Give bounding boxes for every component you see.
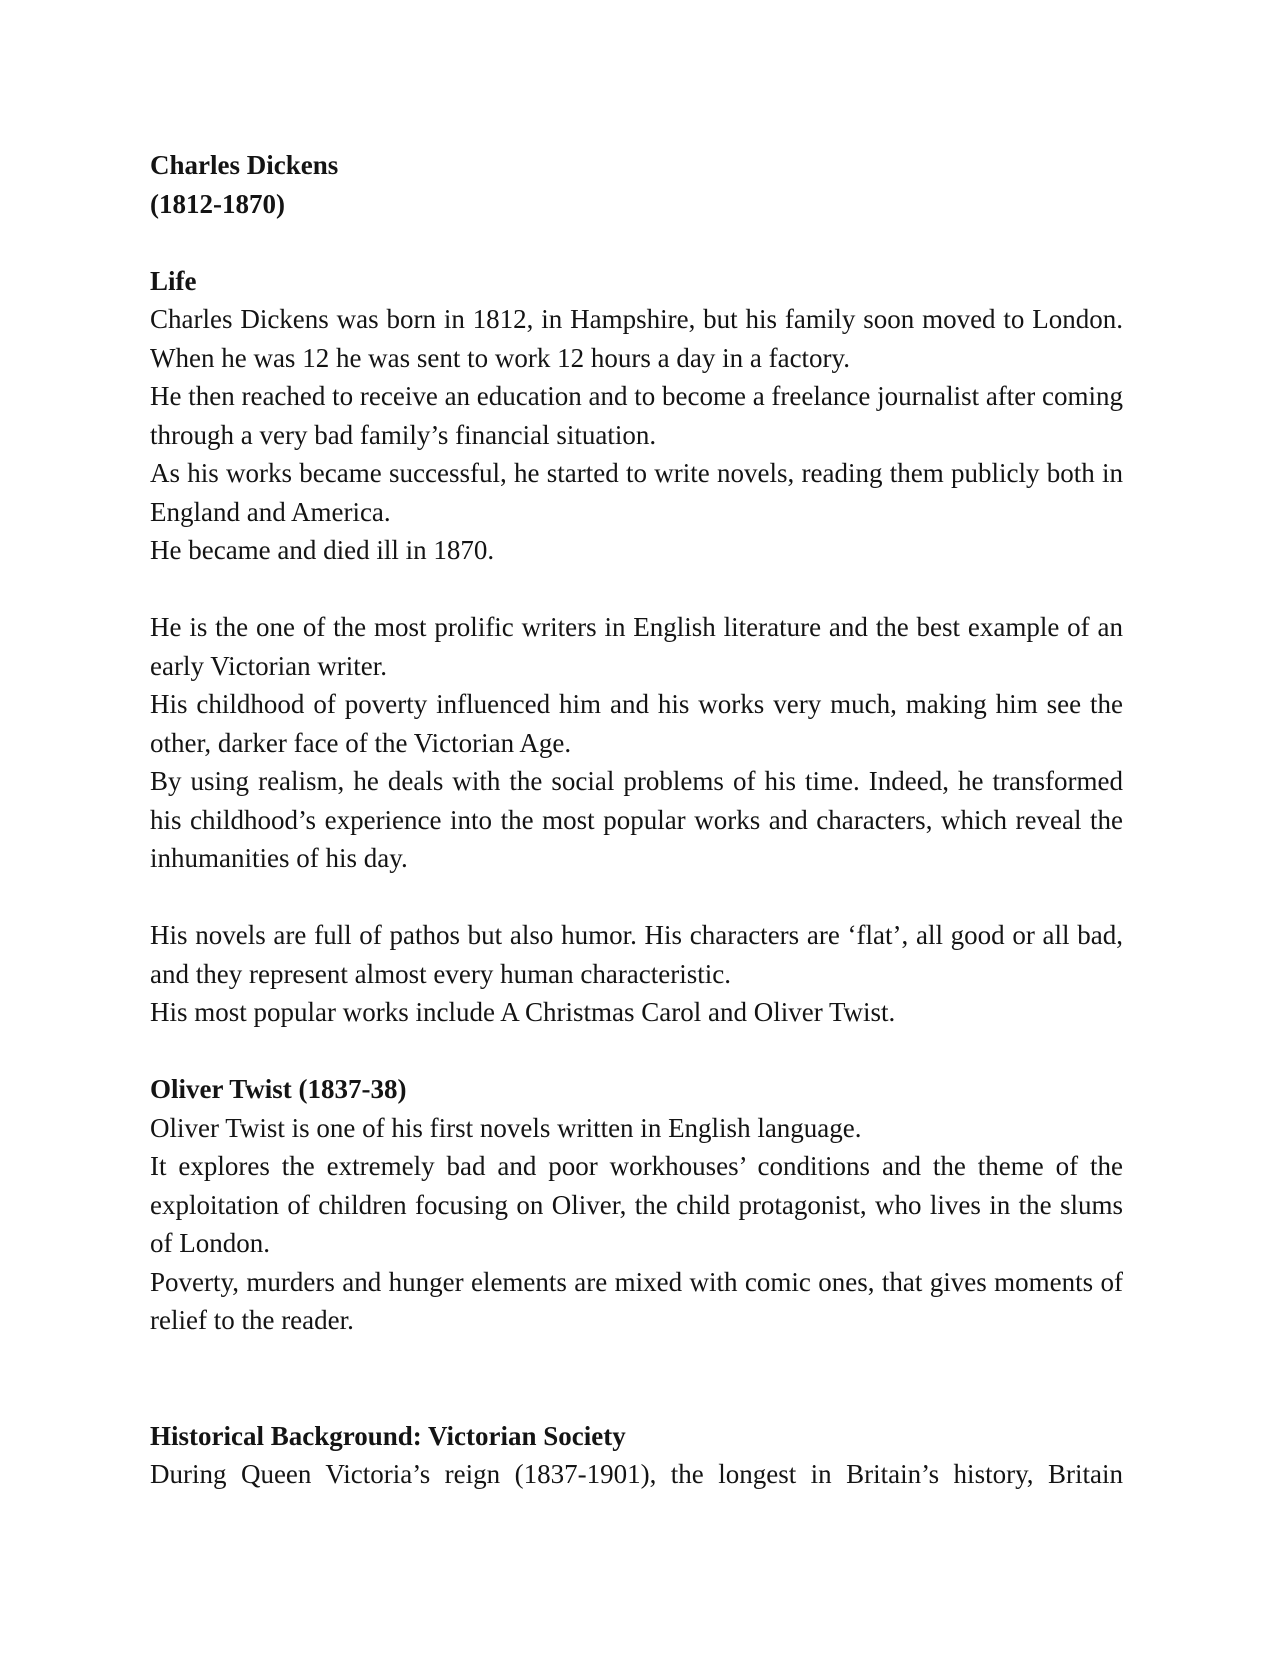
life-paragraph: He then reached to receive an education and to become a freelance journalist after coming through a very bad family’s financial situation.	[150, 381, 1124, 450]
life-paragraph: As his works became successful, he started to write novels, reading them publicly both in England and America.	[150, 458, 1123, 527]
life-paragraph: He became and died ill in 1870.	[150, 535, 495, 565]
document-page	[150, 146, 1123, 1494]
spacer	[150, 223, 1123, 262]
writer-paragraph: He is the one of the most prolific writers in English literature and the best example of an early Victorian writer.	[150, 612, 1123, 681]
document-title: Charles Dickens	[150, 150, 339, 180]
document-dates: (1812-1870)	[150, 188, 285, 219]
oliver-paragraph: Poverty, murders and hunger elements are mixed with comic ones, that gives moments of relief to the reader.	[150, 1266, 1123, 1335]
section-heading-oliver-twist: Oliver Twist (1837-38)	[150, 1074, 407, 1104]
oliver-paragraph: Oliver Twist is one of his first novels written in English language.	[150, 1112, 862, 1143]
writer-paragraph: By using realism, he deals with the social problems of his time. Indeed, he transformed his childhood’s experience into the most popular works and characters, which reveal the inhumanities of his day.	[150, 766, 1123, 873]
novels-paragraph: His most popular works include A Christmas Carol and Oliver Twist.	[150, 997, 896, 1027]
spacer	[150, 878, 1123, 917]
section-heading-life: Life	[150, 265, 197, 296]
novels-paragraph: His novels are full of pathos but also humor. His characters are ‘flat’, all good or all bad, and they represent almost every human characteristic.	[150, 920, 1123, 989]
spacer	[150, 1340, 1123, 1417]
spacer	[150, 570, 1123, 609]
section-heading-historical-background: Historical Background: Victorian Society	[150, 1420, 626, 1451]
oliver-paragraph: It explores the extremely bad and poor workhouses’ conditions and the theme of the exploitation of children focusing on Oliver, the child protagonist, who lives in the slums of London.	[150, 1151, 1123, 1258]
spacer	[150, 1032, 1123, 1071]
historical-paragraph: During Queen Victoria’s reign (1837-1901), the longest in Britain’s history, Britain	[150, 1459, 1123, 1489]
life-paragraph: Charles Dickens was born in 1812, in Hampshire, but his family soon moved to London. When he was 12 he was sent to work 12 hours a day in a factory.	[150, 304, 1123, 373]
writer-paragraph: His childhood of poverty influenced him and his works very much, making him see the other, darker face of the Victorian Age.	[150, 689, 1123, 758]
